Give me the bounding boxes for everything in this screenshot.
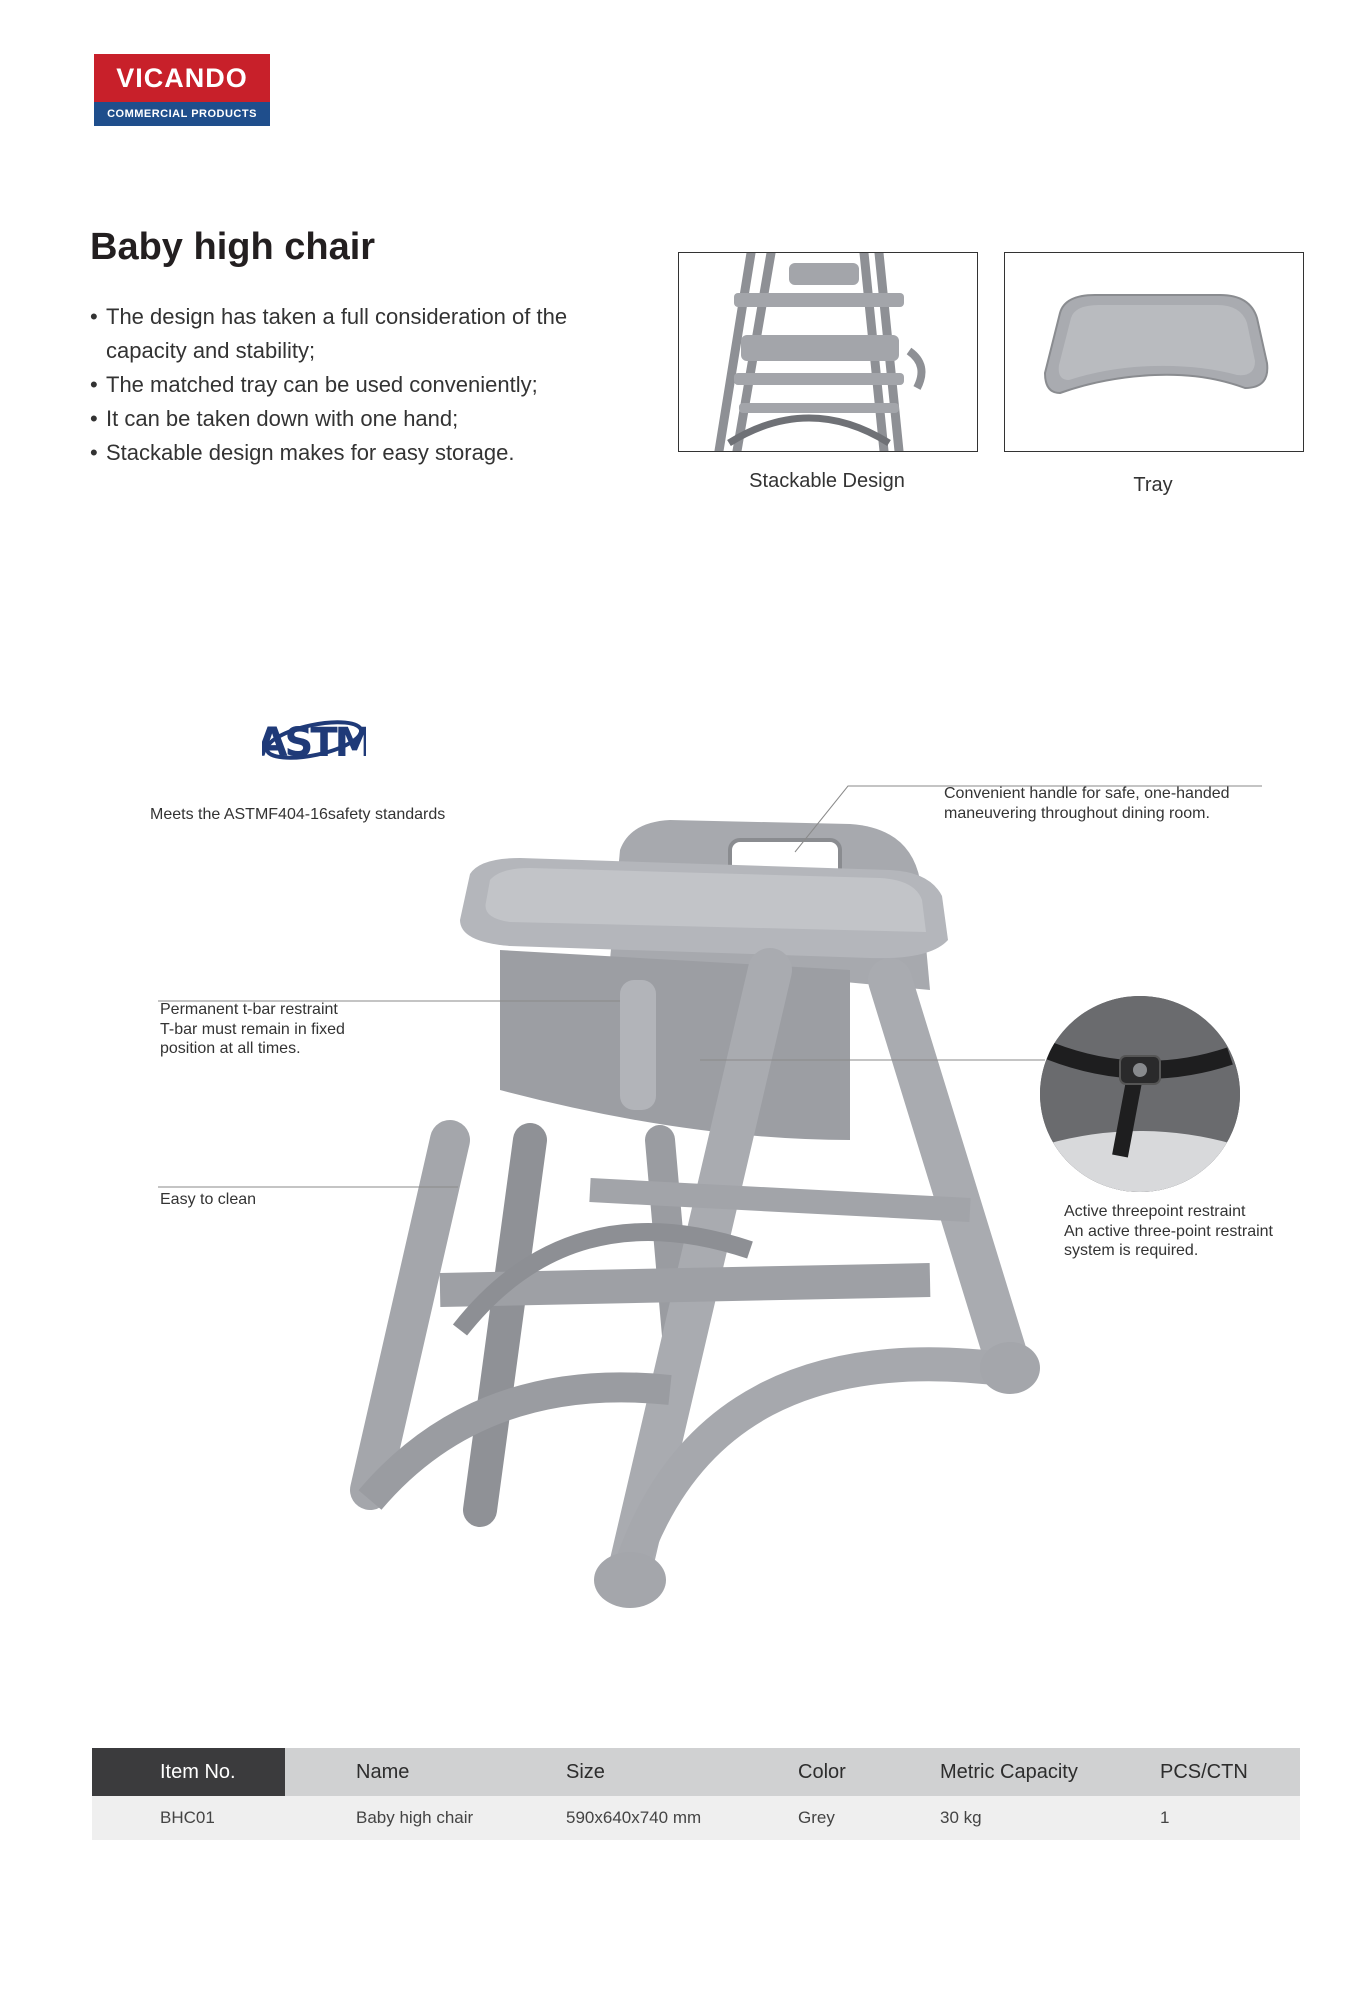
stackable-design-label: Stackable Design — [749, 470, 905, 492]
feature-item: • The design has taken a full consideration of the capacity and stability; — [90, 300, 590, 368]
clean-callout: Easy to clean — [160, 1191, 257, 1208]
cell-size: 590x640x740 mm — [566, 1808, 702, 1827]
tbar-callout: Permanent t-bar restraint T-bar must remain in fixed position at all times. — [160, 1001, 345, 1057]
table-header — [92, 1748, 1300, 1796]
brand-name: VICANDO — [94, 54, 270, 102]
brand-tagline: COMMERCIAL PRODUCTS — [94, 102, 270, 126]
tray-label: Tray — [1133, 474, 1173, 496]
cell-name: Baby high chair — [356, 1808, 474, 1827]
header-color: Color — [798, 1761, 846, 1783]
handle-callout: Convenient handle for safe, one-handed maneuvering throughout dining room. — [944, 785, 1230, 822]
restraint-detail-image — [1040, 996, 1240, 1192]
table-row — [92, 1796, 1300, 1840]
cell-pcs-ctn: 1 — [1160, 1808, 1170, 1827]
header-item-no: Item No. — [160, 1761, 236, 1783]
spec-table — [92, 1748, 1300, 1840]
feature-item: • It can be taken down with one hand; — [90, 402, 590, 436]
cell-metric-capacity: 30 kg — [940, 1808, 982, 1827]
product-title: Baby high chair — [90, 226, 376, 268]
cell-color: Grey — [798, 1808, 835, 1827]
header-size: Size — [566, 1761, 605, 1783]
header-name: Name — [356, 1761, 410, 1783]
three-point-harness-illustration — [1040, 996, 1240, 1192]
astm-text: ASTM — [262, 720, 366, 766]
feature-item: • Stackable design makes for easy storage. — [90, 436, 590, 470]
feature-item: • The matched tray can be used conveniently; — [90, 368, 590, 402]
astm-caption: Meets the ASTMF404-16safety standards — [150, 806, 446, 823]
header-pcs-ctn: PCS/CTN — [1160, 1761, 1248, 1783]
restraint-callout: Active threepoint restraint An active three-point restraint system is required. — [1064, 1203, 1273, 1259]
header-metric-capacity: Metric Capacity — [940, 1761, 1078, 1783]
cell-item-no: BHC01 — [160, 1808, 215, 1827]
